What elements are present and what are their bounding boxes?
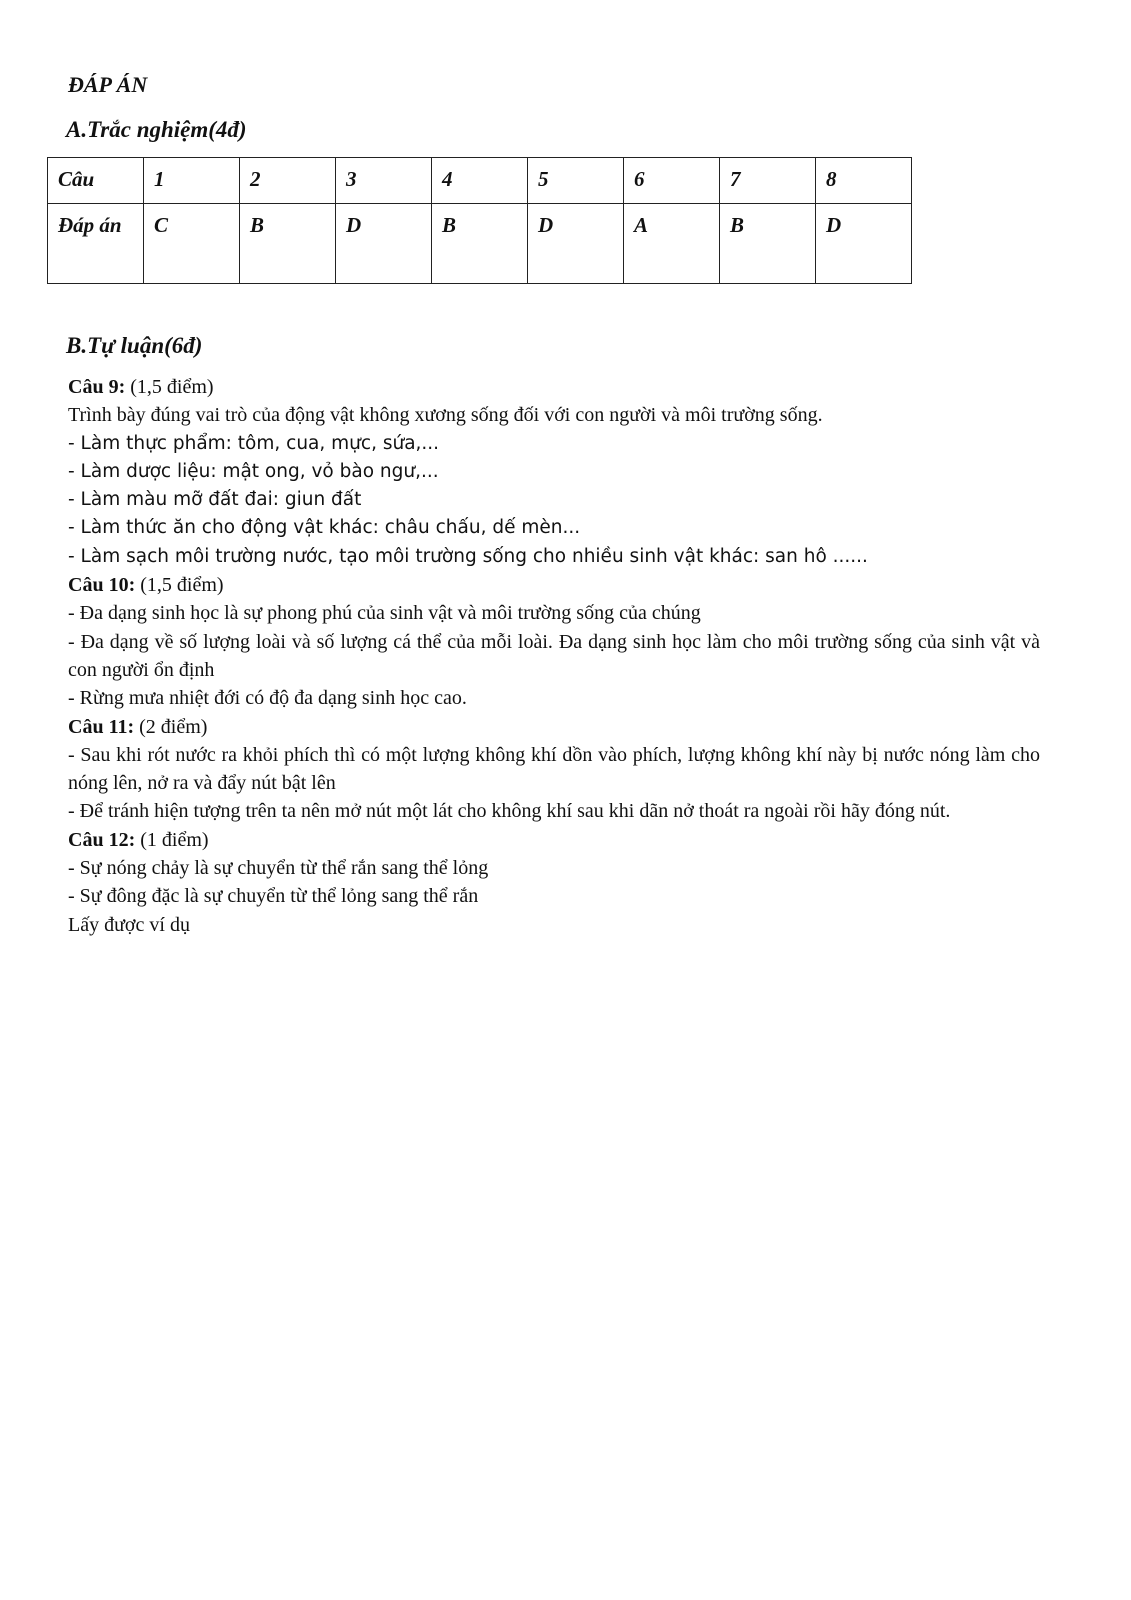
answer-line: - Sau khi rót nước ra khỏi phích thì có một lượng không khí dồn vào phích, lượng không khí này bị nước nóng làm cho nóng lên, nở ra và đẩy nút bật lên xyxy=(68,743,1040,795)
answer-line: Lấy được ví dụ xyxy=(68,913,190,936)
question-number-row xyxy=(48,158,912,204)
answer-cell: B xyxy=(240,204,336,284)
answer-cell: D xyxy=(336,204,432,284)
question-points: (1 điểm) xyxy=(135,828,209,851)
answer-row xyxy=(48,204,912,284)
answer-line: - Làm thức ăn cho động vật khác: châu chấu, dế mèn... xyxy=(68,517,581,539)
question-number: 4 xyxy=(432,158,528,204)
answer-line: - Làm thực phẩm: tôm, cua, mực, sứa,... xyxy=(68,432,440,454)
answer-cell: B xyxy=(720,204,816,284)
answer-line: - Để tránh hiện tượng trên ta nên mở nút một lát cho không khí sau khi dãn nở thoát ra ngoài rồi hãy đóng nút. xyxy=(68,800,951,823)
question-label: Câu 12: xyxy=(68,828,136,851)
row-label-question: Câu xyxy=(48,158,144,204)
answer-line: - Rừng mưa nhiệt đới có độ đa dạng sinh học cao. xyxy=(68,687,467,710)
question-heading xyxy=(68,373,1040,401)
section-a-heading: A.Trắc nghiệm(4đ) xyxy=(66,117,247,142)
answer-cell: D xyxy=(816,204,912,284)
question-points: (1,5 điểm) xyxy=(135,574,224,597)
answer-line: - Sự đông đặc là sự chuyển từ thể lỏng sang thể rắn xyxy=(68,885,479,908)
question-label: Câu 9: xyxy=(68,376,126,398)
answer-table xyxy=(47,157,912,284)
question-number: 7 xyxy=(720,158,816,204)
section-b-heading: B.Tự luận(6đ) xyxy=(66,333,203,358)
question-heading xyxy=(68,713,1040,741)
page-title: ĐÁP ÁN xyxy=(68,72,148,97)
answer-line: - Làm màu mỡ đất đai: giun đất xyxy=(68,489,362,511)
question-number: 3 xyxy=(336,158,432,204)
answer-line: - Sự nóng chảy là sự chuyển từ thể rắn sang thể lỏng xyxy=(68,857,489,880)
question-heading xyxy=(68,826,1040,854)
question-points: (2 điểm) xyxy=(134,715,208,738)
question-number: 5 xyxy=(528,158,624,204)
answer-line: - Đa dạng sinh học là sự phong phú của sinh vật và môi trường sống của chúng xyxy=(68,602,701,625)
question-number: 2 xyxy=(240,158,336,204)
question-number: 8 xyxy=(816,158,912,204)
answer-line: - Làm dược liệu: mật ong, vỏ bào ngư,... xyxy=(68,460,439,482)
answer-cell: B xyxy=(432,204,528,284)
answer-cell: C xyxy=(144,204,240,284)
question-number: 6 xyxy=(624,158,720,204)
row-label-answer: Đáp án xyxy=(48,204,144,284)
answer-cell: D xyxy=(528,204,624,284)
question-points: (1,5 điểm) xyxy=(125,376,214,398)
question-intro: Trình bày đúng vai trò của động vật không xương sống đối với con người và môi trường sống. xyxy=(68,404,823,427)
answer-line: - Đa dạng về số lượng loài và số lượng cá thể của mỗi loài. Đa dạng sinh học làm cho môi trường sống của sinh vật và con người ổn định xyxy=(68,630,1040,681)
essay-answers xyxy=(68,373,1040,939)
question-number: 1 xyxy=(144,158,240,204)
answer-cell: A xyxy=(624,204,720,284)
question-heading xyxy=(68,571,1040,599)
answer-line: - Làm sạch môi trường nước, tạo môi trường sống cho nhiều sinh vật khác: san hô ...... xyxy=(68,545,868,567)
question-label: Câu 10: xyxy=(68,574,136,597)
question-label: Câu 11: xyxy=(68,715,135,738)
